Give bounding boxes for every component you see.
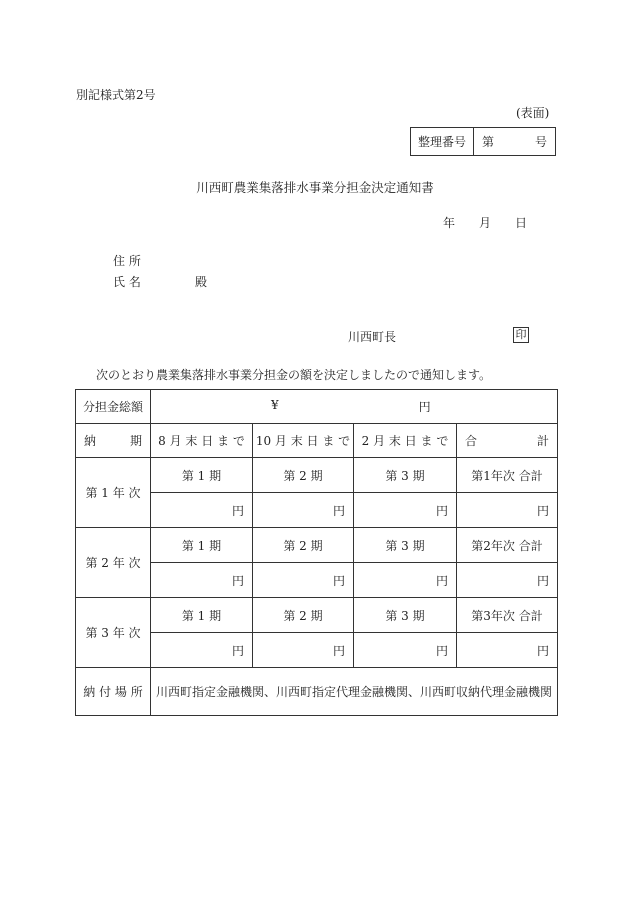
document-title: 川西町農業集落排水事業分担金決定通知書 (196, 180, 434, 195)
year-1-label: 第 1 年 次 (76, 458, 151, 528)
payment-place-label: 納 付 場 所 (76, 668, 151, 716)
amount-cell[interactable]: 円 (253, 563, 354, 598)
seal-stamp: 印 (513, 327, 529, 343)
amount-cell[interactable]: 円 (151, 563, 253, 598)
issuer-name: 川西町長 (348, 330, 397, 344)
amount-cell[interactable]: 円 (151, 633, 253, 668)
year-2-total-label: 第2年次 合計 (457, 528, 558, 563)
due-date-1: 8 月 末 日 ま で (151, 424, 253, 458)
name-label: 氏 名 (113, 275, 141, 289)
amount-cell[interactable]: 円 (253, 493, 354, 528)
total-label: 分担金総額 (76, 390, 151, 424)
date-month: 月 (478, 216, 491, 230)
amount-cell[interactable]: 円 (457, 563, 558, 598)
period-2-label: 第 2 期 (253, 528, 354, 563)
year-3-total-label: 第3年次 合計 (457, 598, 558, 633)
amount-cell[interactable]: 円 (457, 633, 558, 668)
amount-cell[interactable]: 円 (354, 633, 457, 668)
amount-cell[interactable]: 円 (354, 493, 457, 528)
notice-text: 次のとおり農業集落排水事業分担金の額を決定しましたので通知します。 (96, 368, 492, 382)
period-2-label: 第 2 期 (253, 458, 354, 493)
due-date-2: 10 月 末 日 ま で (253, 424, 354, 458)
amount-cell[interactable]: 円 (151, 493, 253, 528)
address-label: 住 所 (113, 254, 141, 268)
period-3-label: 第 3 期 (354, 528, 457, 563)
reference-number-box (410, 127, 556, 156)
yen-mark: ¥ (271, 398, 279, 412)
year-3-label: 第 3 年 次 (76, 598, 151, 668)
date-line (443, 214, 527, 231)
period-1-label: 第 1 期 (151, 528, 253, 563)
amount-cell[interactable]: 円 (253, 633, 354, 668)
period-1-label: 第 1 期 (151, 458, 253, 493)
assessment-table (75, 389, 558, 716)
amount-cell[interactable]: 円 (457, 493, 558, 528)
date-year: 年 (443, 216, 456, 230)
amount-cell[interactable]: 円 (354, 563, 457, 598)
year-2-label: 第 2 年 次 (76, 528, 151, 598)
due-label: 納 期 (76, 424, 151, 458)
period-2-label: 第 2 期 (253, 598, 354, 633)
side-label: (表面) (516, 106, 550, 120)
period-1-label: 第 1 期 (151, 598, 253, 633)
reference-number-field[interactable] (474, 128, 555, 155)
total-amount-cell[interactable] (151, 390, 558, 424)
due-date-3: 2 月 末 日 ま で (354, 424, 457, 458)
date-day: 日 (514, 216, 527, 230)
year-1-total-label: 第1年次 合計 (457, 458, 558, 493)
reference-prefix: 第 (482, 135, 495, 149)
reference-number-label: 整理番号 (411, 128, 474, 155)
period-3-label: 第 3 期 (354, 458, 457, 493)
period-3-label: 第 3 期 (354, 598, 457, 633)
reference-suffix: 号 (534, 135, 547, 149)
payment-place: 川西町指定金融機関、川西町指定代理金融機関、川西町収納代理金融機関 (151, 668, 558, 716)
yen-unit: 円 (418, 400, 431, 414)
due-total: 合 計 (457, 424, 558, 458)
form-label: 別記様式第2号 (76, 88, 156, 102)
honorific: 殿 (195, 275, 208, 289)
